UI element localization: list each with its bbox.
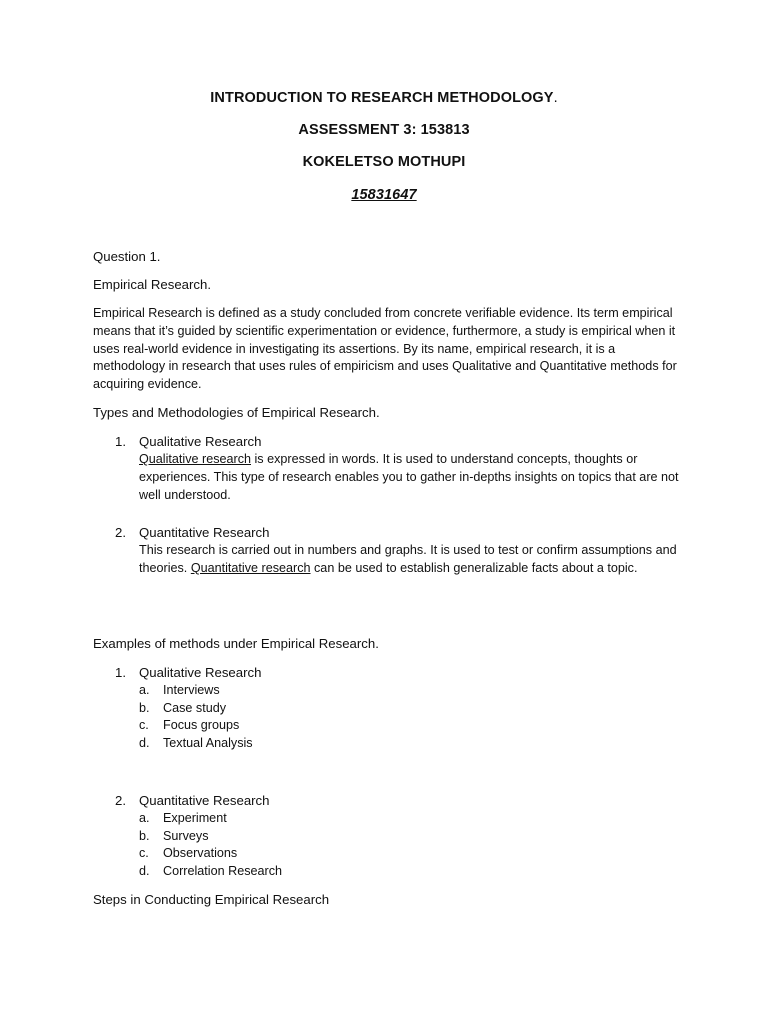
list-item	[139, 682, 253, 700]
quantitative-methods-list	[139, 810, 282, 880]
list-letter: c.	[139, 846, 149, 861]
list-item	[139, 717, 253, 735]
type-item-qualitative	[115, 434, 261, 449]
assessment-title: ASSESSMENT 3: 153813	[298, 122, 470, 138]
method-text: Observations	[163, 846, 238, 861]
steps-heading: Steps in Conducting Empirical Research	[93, 892, 330, 907]
type-description-text: can be used to establish generalizable facts about a topic.	[310, 560, 638, 575]
type-item-quantitative	[115, 525, 269, 540]
method-text: Focus groups	[163, 718, 240, 733]
course-title-text: INTRODUCTION TO RESEARCH METHODOLOGY	[210, 90, 554, 106]
topic-heading: Empirical Research.	[93, 277, 211, 292]
method-text: Correlation Research	[163, 863, 282, 878]
definition-paragraph: Empirical Research is defined as a study concluded from concrete verifiable evidence. Its term empirical means that it’s guided by scientific experimentation or evidence, furthermore, a study is empirical when it uses real-world evidence in investigating its assertions. By its name, empirical research, it is a methodology in research that uses rules of empiricism and uses Qualitative and Quantitative methods for acquiring evidence.	[93, 306, 677, 392]
example-group-quantitative	[115, 793, 269, 808]
method-text: Interviews	[163, 683, 220, 697]
example-group-title: Quantitative Research	[139, 793, 270, 808]
quantitative-research-link[interactable]: Quantitative research	[190, 560, 311, 575]
list-item	[139, 810, 282, 828]
method-text: Textual Analysis	[163, 735, 253, 750]
type-description-quantitative	[139, 542, 684, 578]
list-number: 1.	[115, 434, 126, 449]
list-number: 2.	[115, 793, 126, 808]
method-text: Experiment	[163, 811, 227, 825]
list-item	[139, 700, 253, 718]
list-number: 1.	[115, 665, 126, 680]
list-letter: d.	[139, 735, 150, 750]
example-group-title: Qualitative Research	[139, 665, 262, 680]
list-letter: c.	[139, 718, 149, 733]
list-letter: a.	[139, 811, 150, 825]
list-item	[139, 845, 282, 863]
type-description-text: This research is carried out in numbers and graphs. It is used to test or confirm assumptions and theories.	[139, 543, 677, 575]
qualitative-methods-list	[139, 682, 253, 752]
method-text: Case study	[163, 700, 226, 715]
method-text: Surveys	[163, 828, 209, 843]
student-number: 15831647	[351, 187, 417, 203]
example-group-qualitative	[115, 665, 261, 680]
student-name: KOKELETSO MOTHUPI	[302, 154, 466, 170]
student-number-line	[0, 187, 768, 203]
list-number: 2.	[115, 525, 126, 540]
type-title: Qualitative Research	[139, 434, 262, 449]
list-item	[139, 735, 253, 753]
qualitative-research-link[interactable]: Qualitative research	[139, 452, 251, 466]
examples-heading: Examples of methods under Empirical Research.	[93, 636, 379, 651]
list-letter: b.	[139, 828, 150, 843]
course-title-period: .	[553, 90, 558, 106]
type-description-text: is expressed in words. It is used to understand concepts, thoughts or experiences. This type of research enables you to gather in-depths insights on topics that are not well understood.	[139, 452, 679, 502]
list-letter: a.	[139, 683, 150, 697]
types-heading: Types and Methodologies of Empirical Research.	[93, 405, 380, 420]
question-label: Question 1.	[93, 249, 161, 264]
list-item	[139, 828, 282, 846]
list-item	[139, 863, 282, 881]
list-letter: b.	[139, 700, 150, 715]
type-title: Quantitative Research	[139, 525, 270, 540]
type-description-qualitative	[139, 451, 684, 504]
course-title	[0, 90, 768, 106]
list-letter: d.	[139, 863, 150, 878]
